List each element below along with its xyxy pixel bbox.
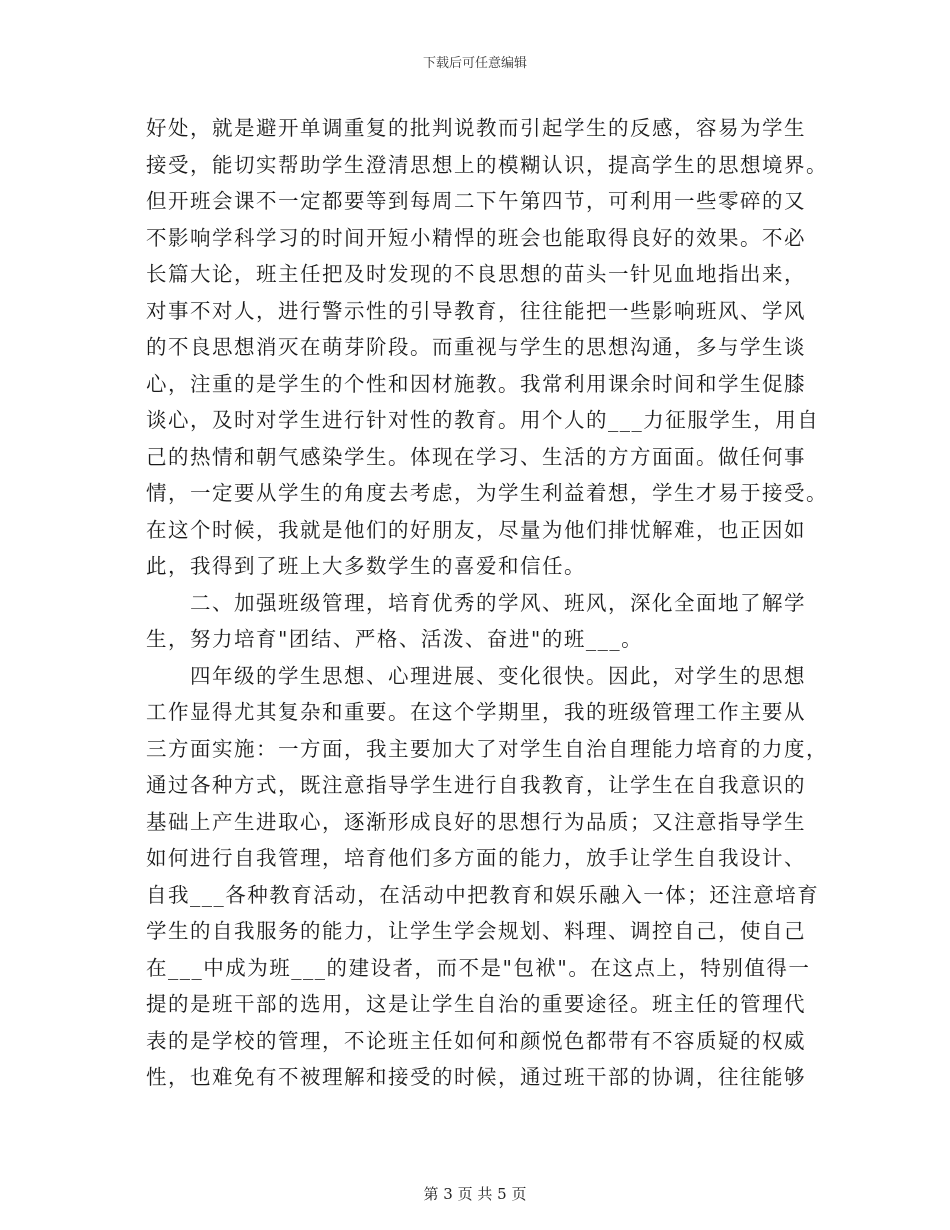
text-line: 表的是学校的管理，不论班主任如何和颜悦色都带有不容质疑的权威 [146, 1028, 806, 1053]
text-line: 但开班会课不一定都要等到每周二下午第四节，可利用一些零碎的又 [146, 189, 806, 213]
text-line: 性，也难免有不被理解和接受的时候，通过班干部的协调，往往能够 [146, 1065, 806, 1089]
text-line: 在___中成为班___的建设者，而不是"包袱"。在这点上，特别值得一 [146, 955, 811, 980]
text-line: 接受，能切实帮助学生澄清思想上的模糊认识，提高学生的思想境界。 [146, 152, 828, 177]
text-line: 通过各种方式，既注意指导学生进行自我教育，让学生在自我意识的 [146, 773, 806, 797]
text-line: 的不良思想消灭在萌芽阶段。而重视与学生的思想沟通，多与学生谈 [146, 335, 806, 359]
text-line: 提的是班干部的选用，这是让学生自治的重要途径。班主任的管理代 [146, 992, 806, 1016]
text-line: 长篇大论，班主任把及时发现的不良思想的苗头一针见血地指出来， [146, 262, 806, 286]
text-line: 学生的自我服务的能力，让学生学会规划、料理、调控自己，使自己 [146, 919, 806, 943]
page-footer: 第 3 页 共 5 页 [423, 1185, 527, 1203]
text-line: 基础上产生进取心，逐渐形成良好的思想行为品质；又注意指导学生 [146, 809, 806, 834]
text-line: 心，注重的是学生的个性和因材施教。我常利用课余时间和学生促膝 [146, 371, 806, 396]
text-line: 不影响学科学习的时间开短小精悍的班会也能取得良好的效果。不必 [146, 225, 806, 250]
text-line: 此，我得到了班上大多数学生的喜爱和信任。 [146, 554, 586, 578]
document-body [146, 110, 828, 1096]
text-line: 情，一定要从学生的角度去考虑，为学生利益着想，学生才易于接受。 [146, 481, 828, 505]
text-line: 对事不对人，进行警示性的引导教育，往往能把一些影响班风、学风 [146, 298, 806, 323]
text-line: 工作显得尤其复杂和重要。在这个学期里，我的班级管理工作主要从 [146, 700, 806, 724]
text-line: 己的热情和朝气感染学生。体现在学习、生活的方方面面。做任何事 [146, 444, 806, 469]
text-line: 三方面实施：一方面，我主要加大了对学生自治自理能力培育的力度， [146, 736, 828, 761]
page-header: 下载后可任意编辑 [422, 56, 527, 71]
section-heading-line: 二、加强班级管理，培育优秀的学风、班风，深化全面地了解学 [146, 590, 806, 615]
text-line: 在这个时候，我就是他们的好朋友，尽量为他们排忧解难，也正因如 [146, 517, 806, 542]
section-heading-line: 生，努力培育"团结、严格、活泼、奋进"的班___。 [146, 627, 644, 651]
text-line: 如何进行自我管理，培育他们多方面的能力，放手让学生自我设计、 [146, 846, 806, 870]
text-line: 好处，就是避开单调重复的批判说教而引起学生的反感，容易为学生 [146, 116, 806, 140]
text-line: 谈心，及时对学生进行针对性的教育。用个人的___力征服学生，用自 [146, 408, 820, 432]
text-line: 四年级的学生思想、心理进展、变化很快。因此，对学生的思想 [146, 663, 806, 688]
text-line: 自我___各种教育活动，在活动中把教育和娱乐融入一体；还注意培育 [146, 882, 820, 907]
